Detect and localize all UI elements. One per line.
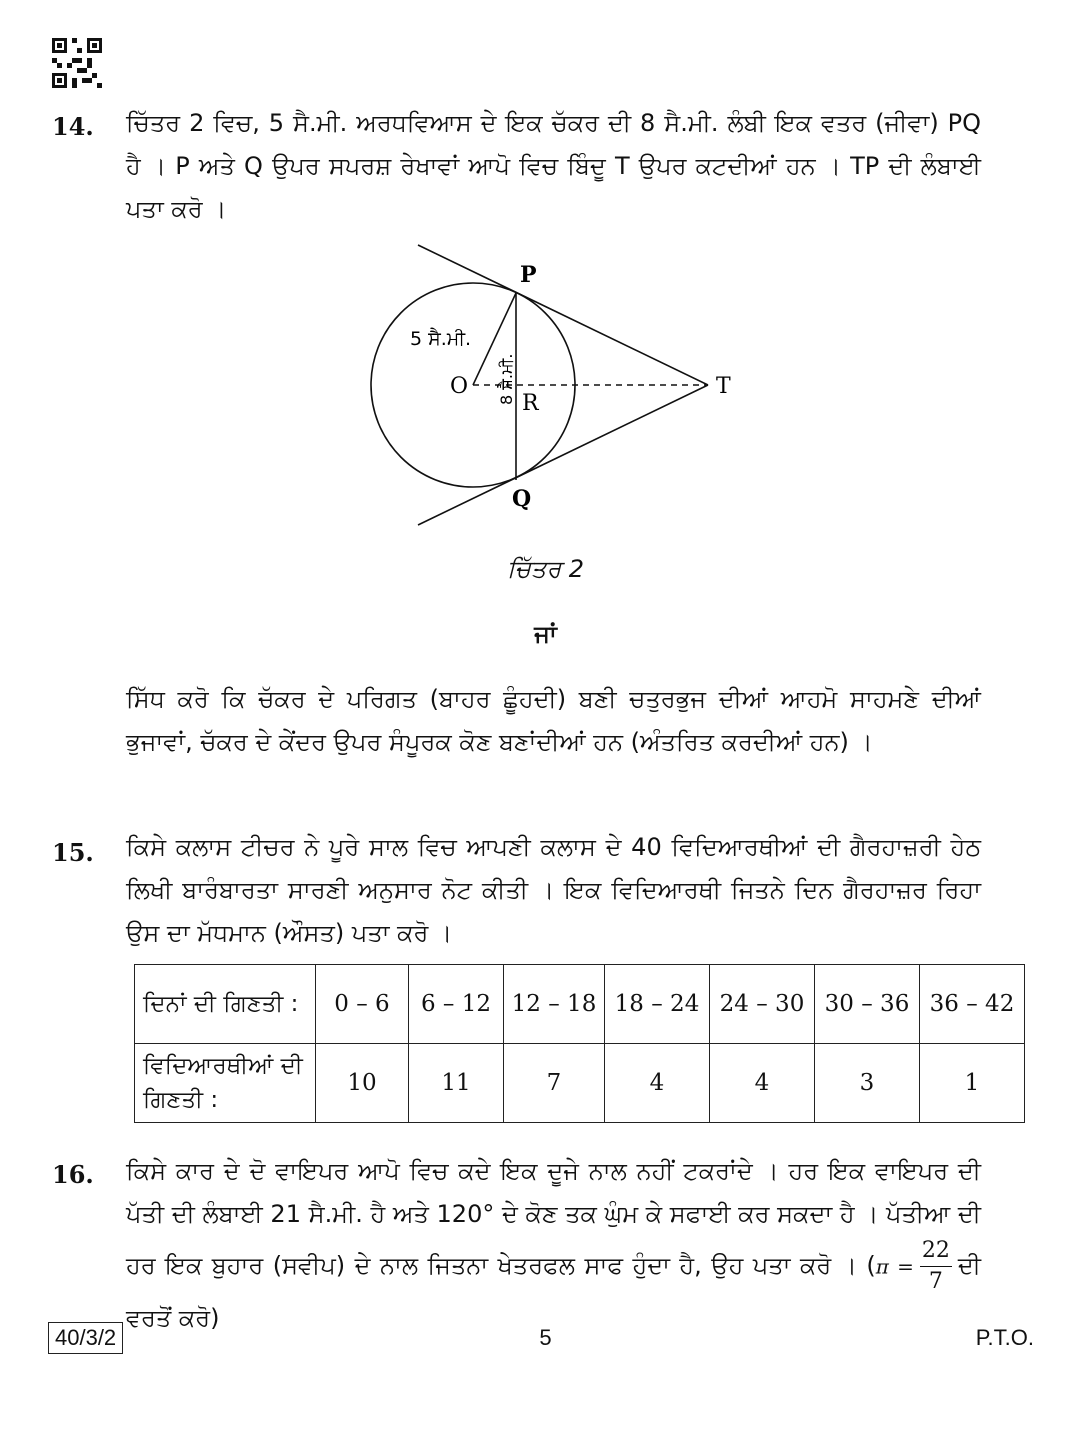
fraction-22-7 [920,1236,952,1297]
table-cell: 4 [710,1044,815,1123]
table-row-students [135,1044,1025,1123]
table-cell: 3 [815,1044,920,1123]
question-16-body: ਕਿਸੇ ਕਾਰ ਦੇ ਦੋ ਵਾਇਪਰ ਆਪੋ ਵਿਚ ਕਦੇ ਇਕ ਦੂਜੇ ਨਾਲ ਨਹੀਂ ਟਕਰਾਂਦੇ । ਹਰ ਇਕ ਵਾਇਪਰ ਦੀ ਪੱਤੀ ਦੀ ਲੰਬਾਈ 21 ਸੈ.ਮੀ. ਹੈ ਅਤੇ 120° ਦੇ ਕੋਣ ਤਕ ਘੁੰਮ ਕੇ ਸਫਾਈ ਕਰ ਸਕਦਾ ਹੈ । ਪੱਤੀਆ ਦੀ ਹਰ ਇਕ ਬੁਹਾਰ (ਸਵੀਪ) ਦੇ ਨਾਲ ਜਿਤਨਾ ਖੇਤਰਫਲ ਸਾਫ ਹੁੰਦਾ ਹੈ, ਉਹ ਪਤਾ ਕਰੋ । [126,1157,981,1280]
label-radius: 5 ਸੈ.ਮੀ. [410,328,472,350]
label-chord: 8 ਸੈ.ਮੀ. [497,353,516,405]
question-16-text [126,1150,981,1340]
table-cell: 36 – 42 [920,965,1025,1044]
table-cell: 11 [409,1044,504,1123]
table-cell: 4 [605,1044,710,1123]
table-cell: 24 – 30 [710,965,815,1044]
tangent-line-p [418,245,708,385]
or-separator: ਜਾਂ [534,620,557,648]
fraction-denominator: 7 [928,1269,943,1294]
table-cell: 30 – 36 [815,965,920,1044]
tangent-line-q [418,385,708,525]
table-cell: 6 – 12 [409,965,504,1044]
question-14-text: ਚਿੱਤਰ 2 ਵਿਚ, 5 ਸੈ.ਮੀ. ਅਰਧਵਿਆਸ ਦੇ ਇਕ ਚੱਕਰ ਦੀ 8 ਸੈ.ਮੀ. ਲੰਬੀ ਇਕ ਵਤਰ (ਜੀਵਾ) PQ ਹੈ । P ਅਤੇ Q ਉਪਰ ਸਪਰਸ਼ ਰੇਖਾਵਾਂ ਆਪੋ ਵਿਚ ਬਿੰਦੂ T ਉਪਰ ਕਟਦੀਆਂ ਹਨ । TP ਦੀ ਲੰਬਾਈ ਪਤਾ ਕਰੋ । [126,109,981,223]
label-p: P [520,262,537,288]
fraction-numerator: 22 [920,1236,952,1267]
pi-equals: π = [875,1254,914,1279]
label-o: O [450,374,469,399]
hint-close: ਦੀ ਵਰਤੋਂ ਕਰੋ) [126,1251,981,1332]
page-number: 5 [539,1325,552,1350]
figure-caption: ਚਿੱਤਰ 2 [506,555,585,583]
qr-code [52,38,102,88]
label-t: T [716,374,731,399]
label-r: R [522,391,539,416]
frequency-table [134,964,1025,1123]
pto-label: P.T.O. [975,1325,1034,1350]
table-cell: 0 – 6 [316,965,409,1044]
table-cell: 10 [316,1044,409,1123]
question-number-15: 15. [52,838,94,867]
circle-tangent-figure [360,240,760,540]
question-14-alternative-text: ਸਿੱਧ ਕਰੋ ਕਿ ਚੱਕਰ ਦੇ ਪਰਿਗਤ (ਬਾਹਰ ਛੂੰਹਦੀ) ਬਣੀ ਚਤੁਰਭੁਜ ਦੀਆਂ ਆਹਮੋ ਸਾਹਮਣੇ ਦੀਆਂ ਭੁਜਾਵਾਂ, ਚੱਕਰ ਦੇ ਕੇਂਦਰ ਉਪਰ ਸੰਪੂਰਕ ਕੋਣ ਬਣਾਂਦੀਆਂ ਹਨ (ਅੰਤਰਿਤ ਕਰਦੀਆਂ ਹਨ) । [126,685,981,756]
table-cell: 18 – 24 [605,965,710,1044]
table-row-label: ਦਿਨਾਂ ਦੀ ਗਿਣਤੀ : [135,965,316,1044]
paper-code: 40/3/2 [48,1322,123,1354]
table-cell: 12 – 18 [504,965,605,1044]
table-row-days [135,965,1025,1044]
label-q: Q [512,486,532,512]
table-row-label: ਵਿਦਿਆਰਥੀਆਂ ਦੀ ਗਿਣਤੀ : [135,1044,316,1123]
question-number-16: 16. [52,1160,94,1189]
table-cell: 1 [920,1044,1025,1123]
question-number-14: 14. [52,112,94,141]
question-15-text: ਕਿਸੇ ਕਲਾਸ ਟੀਚਰ ਨੇ ਪੂਰੇ ਸਾਲ ਵਿਚ ਆਪਣੀ ਕਲਾਸ ਦੇ 40 ਵਿਦਿਆਰਥੀਆਂ ਦੀ ਗੈਰਹਾਜ਼ਰੀ ਹੇਠ ਲਿਖੀ ਬਾਰੰਬਾਰਤਾ ਸਾਰਣੀ ਅਨੁਸਾਰ ਨੋਟ ਕੀਤੀ । ਇਕ ਵਿਦਿਆਰਥੀ ਜਿਤਨੇ ਦਿਨ ਗੈਰਹਾਜ਼ਰ ਰਿਹਾ ਉਸ ਦਾ ਮੱਧਮਾਨ (ਔਸਤ) ਪਤਾ ਕਰੋ । [126,833,981,947]
table-cell: 7 [504,1044,605,1123]
hint-open: ( [866,1251,876,1280]
